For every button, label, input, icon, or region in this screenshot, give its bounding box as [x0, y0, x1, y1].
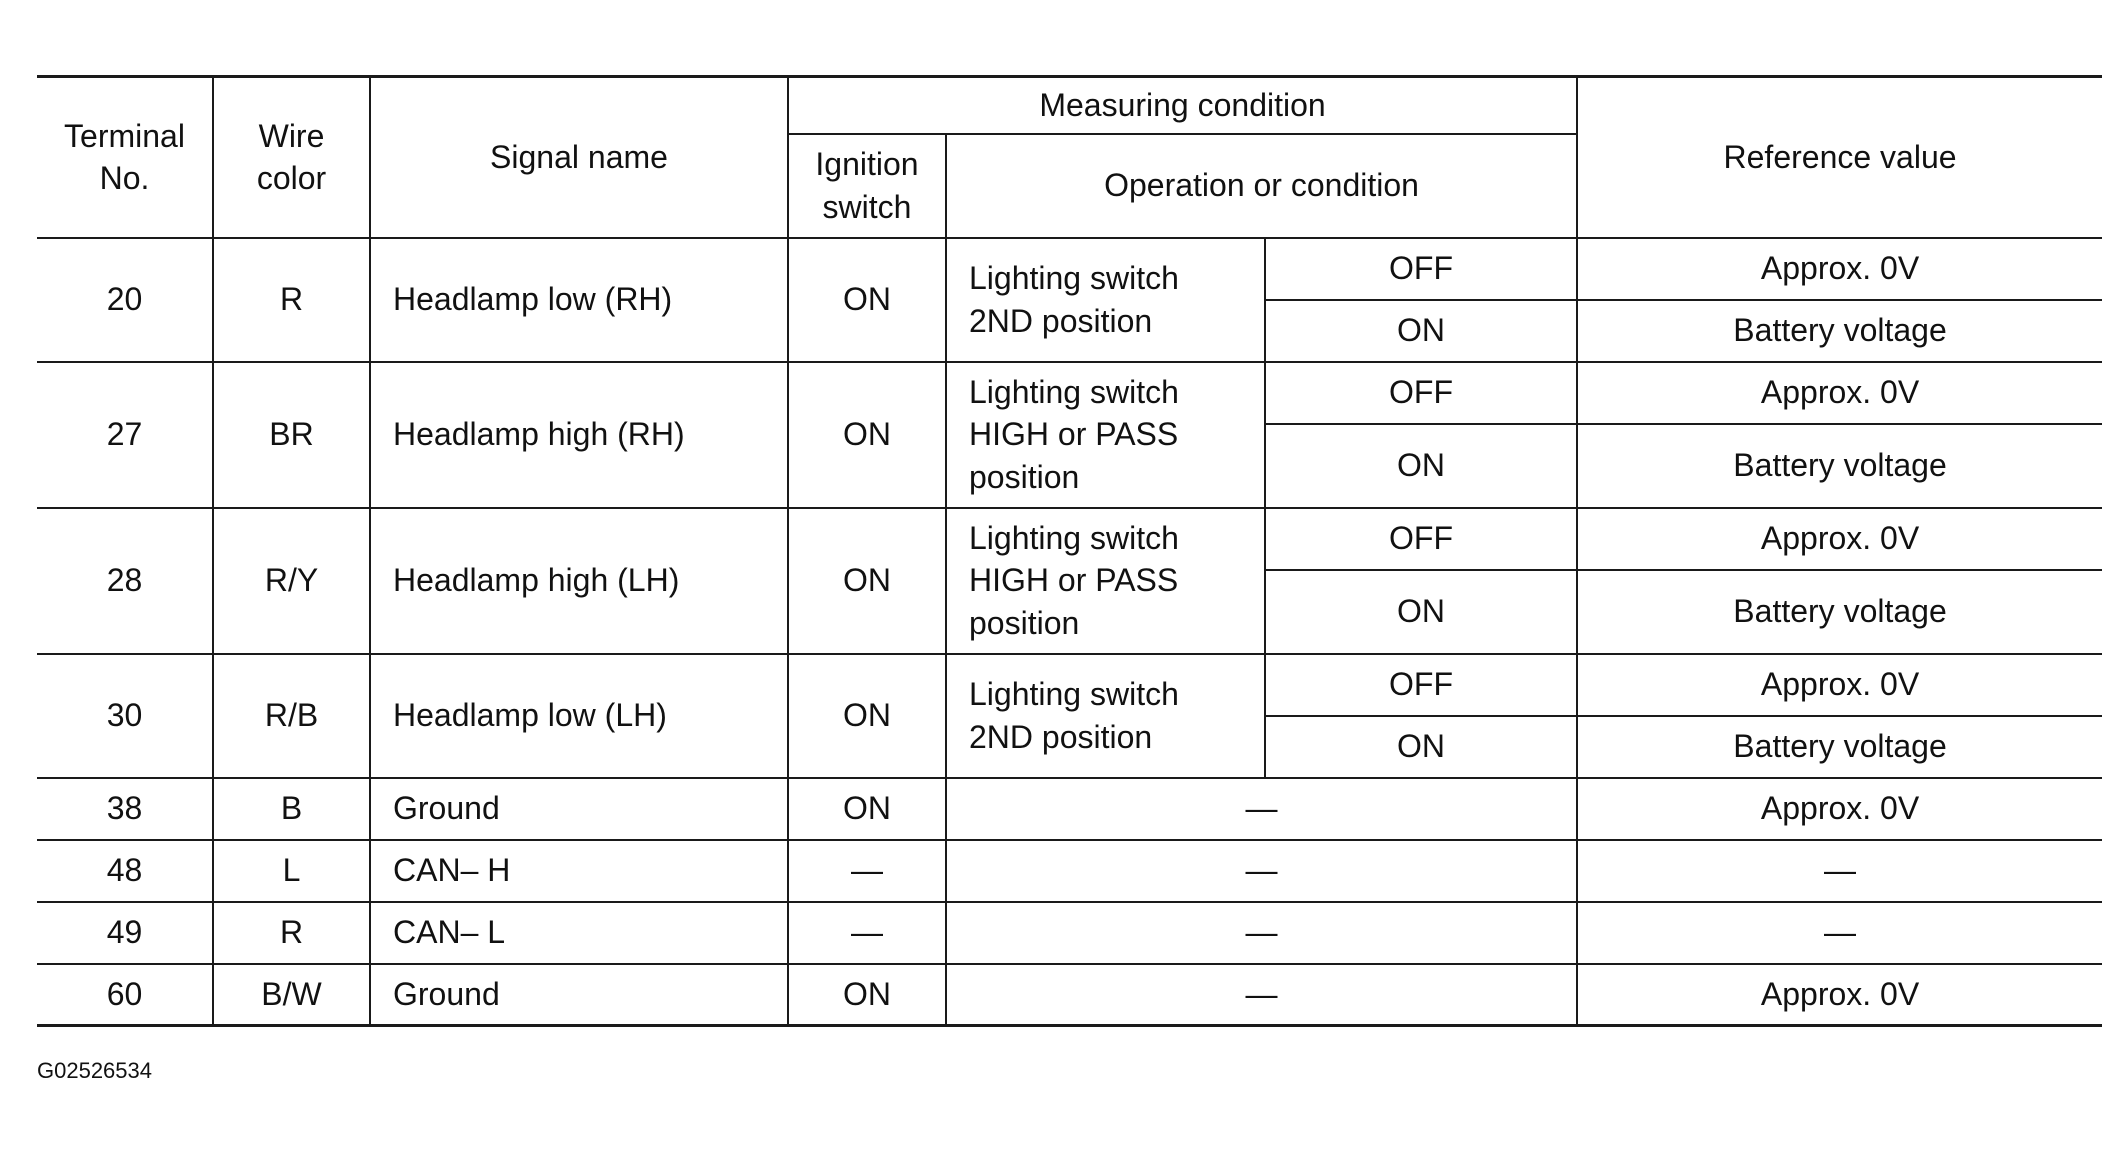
terminal-cell: 38: [37, 778, 213, 840]
operation-cell: Lighting switch HIGH or PASS position: [946, 508, 1265, 654]
wire-color-cell: B: [213, 778, 370, 840]
reference-value-cell: Approx. 0V: [1577, 238, 2102, 300]
wire-color-cell: R/B: [213, 654, 370, 778]
table-row: [37, 902, 2102, 964]
figure-code: G02526534: [37, 1058, 152, 1083]
wire-color-cell: L: [213, 840, 370, 902]
table-row: [37, 778, 2102, 840]
switch-state-cell: ON: [1265, 424, 1577, 508]
signal-name-cell: Headlamp high (RH): [370, 362, 788, 508]
measuring-condition-header-text: Measuring condition: [1039, 87, 1326, 124]
reference-value-cell: Battery voltage: [1577, 424, 2102, 508]
ignition-cell: —: [788, 902, 946, 964]
signal-name-cell: Ground: [370, 778, 788, 840]
reference-value-header: [1577, 77, 2102, 238]
signal-name-cell: Headlamp low (RH): [370, 238, 788, 362]
terminal-cell: 30: [37, 654, 213, 778]
signal-name-cell: CAN– L: [370, 902, 788, 964]
ignition-cell: ON: [788, 238, 946, 362]
ignition-cell: ON: [788, 778, 946, 840]
operation-cell: Lighting switch HIGH or PASS position: [946, 362, 1265, 508]
table-row: [37, 362, 2102, 424]
wire-color-cell: R: [213, 902, 370, 964]
switch-state-cell: OFF: [1265, 238, 1577, 300]
terminal-cell: 48: [37, 840, 213, 902]
reference-value-cell: Approx. 0V: [1577, 508, 2102, 570]
ignition-cell: ON: [788, 964, 946, 1026]
terminal-cell: 60: [37, 964, 213, 1026]
table-row: [37, 508, 2102, 570]
terminal-no-header: [37, 77, 213, 238]
table-row: [37, 840, 2102, 902]
switch-state-cell: OFF: [1265, 508, 1577, 570]
terminal-cell: 28: [37, 508, 213, 654]
operation-cell: —: [946, 778, 1577, 840]
ignition-cell: —: [788, 840, 946, 902]
measuring-condition-header: [788, 77, 1577, 134]
reference-value-cell: Battery voltage: [1577, 300, 2102, 362]
wire-color-header-text: Wire color: [256, 118, 327, 197]
signal-name-cell: Headlamp high (LH): [370, 508, 788, 654]
reference-value-cell: Approx. 0V: [1577, 778, 2102, 840]
ignition-switch-header-text: Ignition switch: [815, 146, 919, 225]
operation-cell: Lighting switch 2ND position: [946, 654, 1265, 778]
operation-cell: —: [946, 964, 1577, 1026]
switch-state-cell: ON: [1265, 570, 1577, 654]
switch-state-cell: ON: [1265, 716, 1577, 778]
operation-condition-header-text: Operation or condition: [1104, 167, 1419, 204]
reference-value-cell: Battery voltage: [1577, 716, 2102, 778]
terminal-cell: 20: [37, 238, 213, 362]
terminal-cell: 27: [37, 362, 213, 508]
wire-color-header: [213, 77, 370, 238]
ignition-switch-header: [788, 134, 946, 238]
reference-value-cell: Approx. 0V: [1577, 654, 2102, 716]
switch-state-cell: OFF: [1265, 654, 1577, 716]
wire-color-cell: B/W: [213, 964, 370, 1026]
signal-name-cell: Headlamp low (LH): [370, 654, 788, 778]
switch-state-cell: ON: [1265, 300, 1577, 362]
reference-value-cell: Approx. 0V: [1577, 964, 2102, 1026]
signal-name-cell: CAN– H: [370, 840, 788, 902]
reference-value-header-text: Reference value: [1723, 139, 1957, 176]
ignition-cell: ON: [788, 508, 946, 654]
wire-color-cell: BR: [213, 362, 370, 508]
reference-value-cell: Approx. 0V: [1577, 362, 2102, 424]
table-row: [37, 238, 2102, 300]
wire-color-cell: R: [213, 238, 370, 362]
terminal-reference-table: [37, 75, 2102, 1027]
operation-cell: —: [946, 840, 1577, 902]
table-row: [37, 654, 2102, 716]
operation-cell: —: [946, 902, 1577, 964]
operation-condition-header: [946, 134, 1577, 238]
signal-name-header-text: Signal name: [490, 139, 668, 176]
ignition-cell: ON: [788, 654, 946, 778]
ignition-cell: ON: [788, 362, 946, 508]
signal-name-header: [370, 77, 788, 238]
terminal-no-header-text: Terminal No.: [64, 118, 185, 197]
terminal-cell: 49: [37, 902, 213, 964]
table-row: [37, 964, 2102, 1026]
reference-value-cell: Battery voltage: [1577, 570, 2102, 654]
signal-name-cell: Ground: [370, 964, 788, 1026]
reference-value-cell: —: [1577, 902, 2102, 964]
switch-state-cell: OFF: [1265, 362, 1577, 424]
reference-value-cell: —: [1577, 840, 2102, 902]
operation-cell: Lighting switch 2ND position: [946, 238, 1265, 362]
wire-color-cell: R/Y: [213, 508, 370, 654]
